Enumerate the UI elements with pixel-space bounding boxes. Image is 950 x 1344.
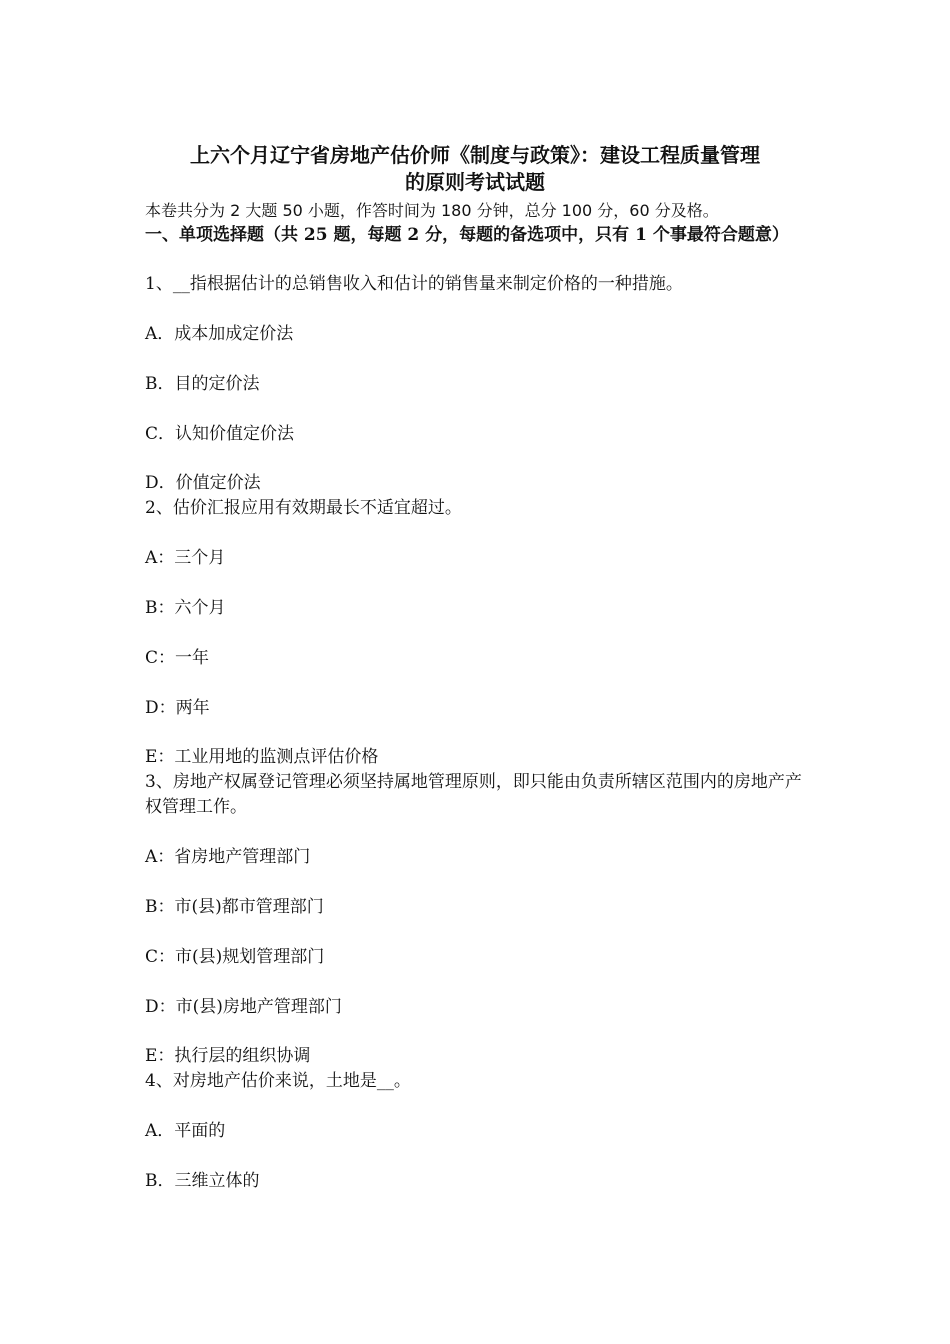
question-1-option-d: D．价值定价法 bbox=[145, 473, 261, 493]
question-2-option-c: C：一年 bbox=[145, 648, 210, 668]
title-line-2: 的原则考试试题 bbox=[405, 170, 545, 194]
document-title bbox=[140, 142, 810, 196]
question-1: 1、__指根据估计的总销售收入和估计的销售量来制定价格的一种措施。 bbox=[145, 274, 683, 294]
question-1-option-a: A．成本加成定价法 bbox=[145, 324, 294, 344]
question-3-option-e: E：执行层的组织协调 bbox=[145, 1046, 311, 1066]
question-2-option-a: A：三个月 bbox=[145, 548, 226, 568]
question-3-option-d: D：市(县)房地产管理部门 bbox=[145, 997, 342, 1017]
exam-intro: 本卷共分为 2 大题 50 小题，作答时间为 180 分钟，总分 100 分，60 分及格。 bbox=[145, 201, 719, 220]
question-4-option-b: B．三维立体的 bbox=[145, 1171, 260, 1191]
question-3-option-c: C：市(县)规划管理部门 bbox=[145, 947, 325, 967]
question-2: 2、估价汇报应用有效期最长不适宜超过。 bbox=[145, 498, 462, 518]
question-3-option-b: B：市(县)都市管理部门 bbox=[145, 897, 324, 917]
question-2-option-e: E：工业用地的监测点评估价格 bbox=[145, 747, 379, 767]
question-2-option-d: D：两年 bbox=[145, 698, 210, 718]
question-2-option-b: B：六个月 bbox=[145, 598, 226, 618]
section-heading: 一、单项选择题（共 25 题，每题 2 分，每题的备选项中，只有 1 个事最符合题意） bbox=[145, 225, 789, 245]
question-4-option-a: A．平面的 bbox=[145, 1121, 226, 1141]
question-1-option-c: C．认知价值定价法 bbox=[145, 424, 295, 444]
title-line-1: 上六个月辽宁省房地产估价师《制度与政策》：建设工程质量管理 bbox=[190, 143, 760, 167]
question-1-option-b: B．目的定价法 bbox=[145, 374, 260, 394]
question-3-option-a: A：省房地产管理部门 bbox=[145, 847, 311, 867]
question-3: 3、房地产权属登记管理必须坚持属地管理原则，即只能由负责所辖区范围内的房地产产权管理工作。 bbox=[145, 772, 802, 817]
question-4: 4、对房地产估价来说，土地是__。 bbox=[145, 1071, 411, 1091]
